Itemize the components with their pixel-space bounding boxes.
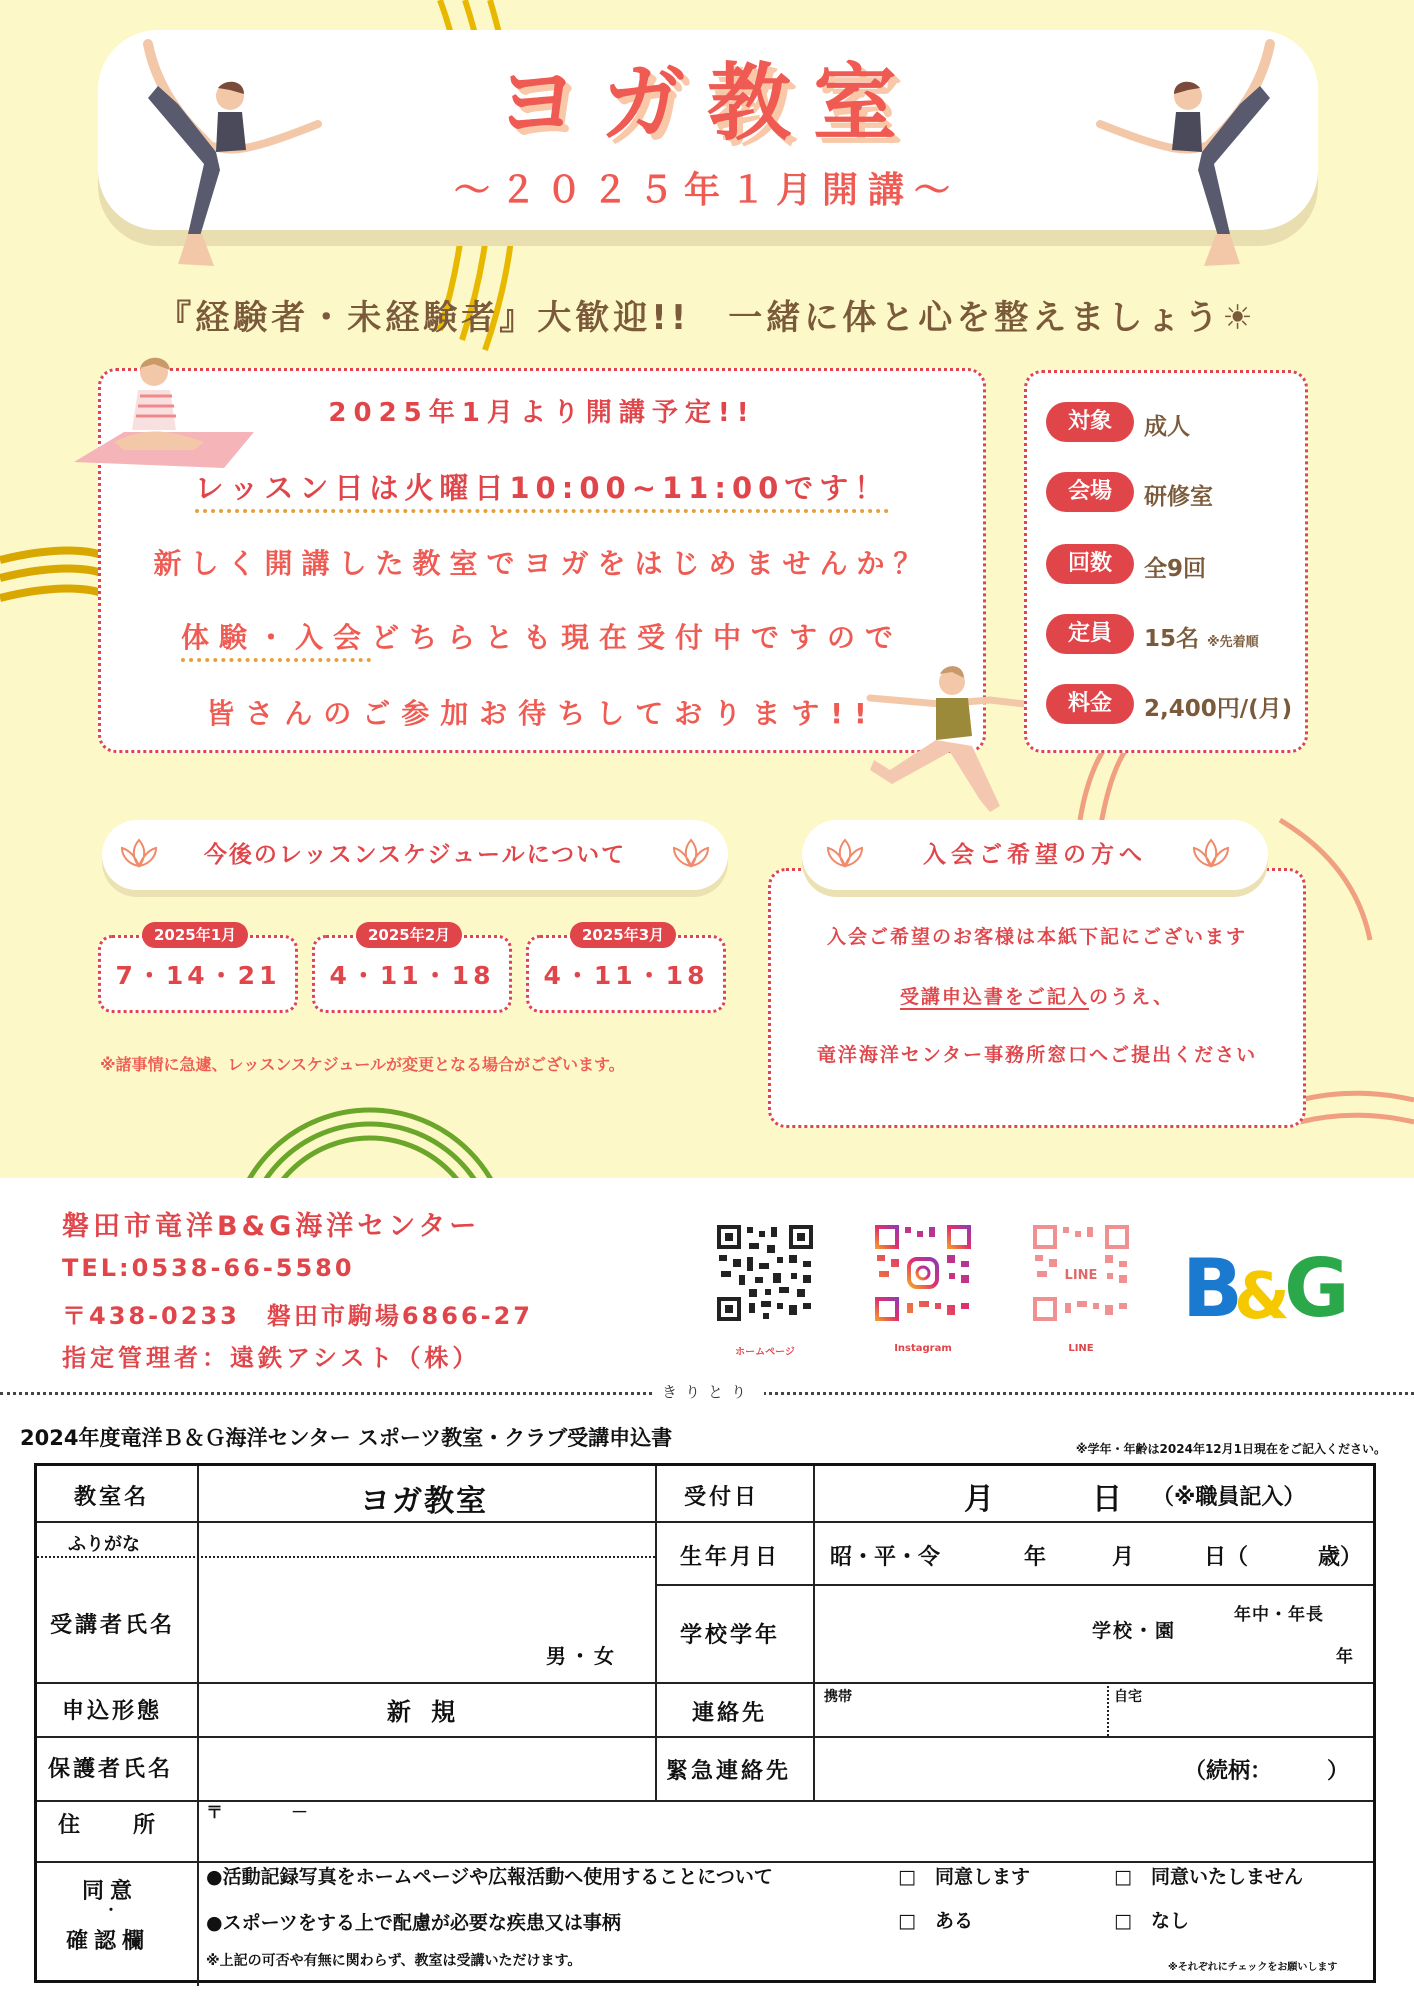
schedule-dates-march: 4・11・18 <box>526 935 726 1013</box>
target-label: 対象 <box>1046 402 1134 442</box>
birth-year-unit: 年 <box>1024 1545 1047 1570</box>
capacity-number: 15名 <box>1144 626 1200 652</box>
join-line-1: 入会ご希望のお客様は本紙下記にございます <box>826 926 1247 948</box>
join-line-3: 竜洋海洋センター事務所窓口へご提出ください <box>816 1044 1258 1066</box>
guardian-name-input[interactable] <box>196 1738 650 1794</box>
receipt-staff-note: （※職員記入） <box>1152 1485 1306 1510</box>
instagram-qr-code[interactable] <box>868 1218 978 1328</box>
birth-day-unit: 日（ <box>1204 1545 1249 1570</box>
line-qr-text: LINE <box>1064 1268 1098 1283</box>
receipt-month: 月 <box>964 1482 994 1517</box>
venue-label: 会場 <box>1046 472 1134 512</box>
count-label: 回数 <box>1046 544 1134 584</box>
instagram-qr-label: Instagram <box>894 1343 952 1354</box>
form-age-note: ※学年・年齢は2024年12月1日現在をご記入ください。 <box>1075 1442 1386 1456</box>
invitation-text: 新しく開講した教室でヨガをはじめませんか？ <box>153 547 931 580</box>
homepage-qr-label: ホームページ <box>735 1347 795 1358</box>
application-form-link[interactable]: 受講申込書をご記入 <box>899 986 1089 1008</box>
line-qr-code[interactable] <box>1026 1218 1136 1328</box>
student-name-label: 受講者氏名 <box>50 1613 176 1638</box>
lotus-icon <box>1190 838 1232 868</box>
relationship-field[interactable]: （続柄： ） <box>1184 1759 1350 1784</box>
schedule-dates-january: 7・14・21 <box>98 935 298 1013</box>
venue-value: 研修室 <box>1144 484 1213 510</box>
class-name-label: 教室名 <box>74 1485 150 1510</box>
svg-text:G: G <box>1284 1242 1350 1328</box>
photo-consent-question: ●活動記録写真をホームページや広報活動へ使用することについて <box>206 1866 773 1888</box>
schedule-change-note: ※諸事情に急遽、レッスンスケジュールが変更となる場合がございます。 <box>100 1055 625 1074</box>
check-request-note: ※それぞれにチェックをお願いします <box>1168 1962 1338 1973</box>
org-name: 磐田市竜洋B&G海洋センター <box>62 1211 481 1242</box>
address-label: 住 所 <box>58 1813 159 1838</box>
org-manager: 指定管理者：遠鉄アシスト（株） <box>62 1344 481 1372</box>
target-value: 成人 <box>1144 414 1190 440</box>
schedule-month-march: 2025年3月 <box>570 922 676 948</box>
mobile-label: 携帯 <box>824 1689 852 1705</box>
warrior-pose-woman-illustration <box>860 660 1030 820</box>
emergency-contact-label: 緊急連絡先 <box>666 1759 792 1784</box>
furigana-label: ふりがな <box>68 1534 140 1555</box>
schedule-month-february: 2025年2月 <box>356 922 462 948</box>
application-type-label: 申込形態 <box>62 1699 163 1724</box>
join-line-2 <box>768 982 1306 1009</box>
school-grade-label: 学校学年 <box>680 1623 781 1648</box>
accepting-text <box>98 616 986 656</box>
schedule-month-january: 2025年1月 <box>142 922 248 948</box>
kindergarten-text: 年中・年長 <box>1234 1605 1324 1625</box>
birth-age-unit: 歳） <box>1318 1545 1363 1570</box>
class-name-value: ヨガ教室 <box>360 1484 488 1519</box>
count-value: 全9回 <box>1144 556 1207 582</box>
yoga-dancer-pose-right-illustration <box>1060 34 1300 274</box>
furigana-input[interactable] <box>196 1520 650 1554</box>
svg-text:B: B <box>1182 1242 1243 1328</box>
birth-month-unit: 月 <box>1112 1545 1135 1570</box>
schedule-heading: 今後のレッスンスケジュールについて <box>203 842 627 868</box>
bg-foundation-logo <box>1180 1238 1370 1328</box>
health-yes-checkbox[interactable]: □ ある <box>898 1910 973 1932</box>
birth-era: 昭・平・令 <box>830 1545 941 1570</box>
join-line-2-rest: のうえ、 <box>1088 986 1175 1008</box>
application-type-value: 新 規 <box>386 1698 462 1726</box>
cut-line-label: きりとり <box>652 1381 764 1402</box>
postal-code-field[interactable]: 〒 － <box>206 1803 308 1823</box>
schedule-heading-banner <box>102 820 728 890</box>
line-qr-label: LINE <box>1068 1343 1094 1354</box>
photo-consent-decline-checkbox[interactable]: □ 同意いたしません <box>1114 1866 1303 1888</box>
trial-join-underlined: 体験・入会 <box>181 621 371 662</box>
yoga-dancer-pose-left-illustration <box>118 34 358 274</box>
fee-value: 2,400円/(月) <box>1144 696 1293 722</box>
home-phone-label: 自宅 <box>1114 1689 1142 1705</box>
org-tel[interactable]: TEL:0538-66-5580 <box>62 1254 355 1282</box>
homepage-qr-code[interactable] <box>710 1218 820 1328</box>
fee-label: 料金 <box>1046 684 1134 724</box>
join-heading: 入会ご希望の方へ <box>923 842 1147 868</box>
health-consideration-question: ●スポーツをする上で配慮が必要な疾患又は事柄 <box>206 1912 621 1934</box>
closing-text: 皆さんのご参加お待ちしております!! <box>206 697 878 730</box>
school-text: 学校・園 <box>1092 1620 1177 1642</box>
schedule-dates-february: 4・11・18 <box>312 935 512 1013</box>
photo-consent-agree-checkbox[interactable]: □ 同意します <box>898 1866 1030 1888</box>
consent-note: ※上記の可否や有無に関わらず、教室は受講いただけます。 <box>206 1953 582 1969</box>
consent-label-2: 確認欄 <box>66 1929 151 1954</box>
consent-label-dot: ・ <box>104 1903 118 1919</box>
capacity-note: ※先着順 <box>1207 635 1259 650</box>
opening-announcement: 2025年1月より開講予定!! <box>328 398 756 428</box>
form-title: 2024年度竜洋Ｂ＆Ｇ海洋センター スポーツ教室・クラブ受講申込書 <box>20 1426 673 1450</box>
gender-choice[interactable]: 男・女 <box>546 1644 618 1668</box>
health-no-checkbox[interactable]: □ なし <box>1114 1910 1189 1932</box>
lotus-icon <box>670 838 712 868</box>
lotus-icon <box>118 838 160 868</box>
consent-label-1: 同意 <box>82 1879 139 1904</box>
capacity-label: 定員 <box>1046 614 1134 654</box>
page-subtitle: ～２０２５年１月開講～ <box>453 170 960 211</box>
receipt-date-label: 受付日 <box>684 1485 760 1510</box>
birthdate-label: 生年月日 <box>680 1545 781 1570</box>
org-address: 〒438-0233 磐田市駒場6866-27 <box>62 1302 534 1330</box>
contact-label: 連絡先 <box>692 1701 768 1726</box>
lesson-day-text <box>98 466 986 507</box>
accepting-rest: どちらとも現在受付中ですので <box>371 621 904 654</box>
lotus-icon <box>824 838 866 868</box>
capacity-value <box>1144 620 1259 653</box>
receipt-day: 日 <box>1092 1482 1122 1517</box>
guardian-name-label: 保護者氏名 <box>48 1757 174 1782</box>
page-title: ヨガ教室 <box>494 54 919 152</box>
svg-text:&: & <box>1234 1260 1290 1328</box>
grade-unit: 年 <box>1336 1647 1353 1667</box>
lesson-day-underlined: レッスン日は火曜日10:00~11:00です！ <box>195 471 890 513</box>
welcome-message: 『経験者・未経験者』大歓迎!! 一緒に体と心を整えましょう☀ <box>157 298 1257 338</box>
